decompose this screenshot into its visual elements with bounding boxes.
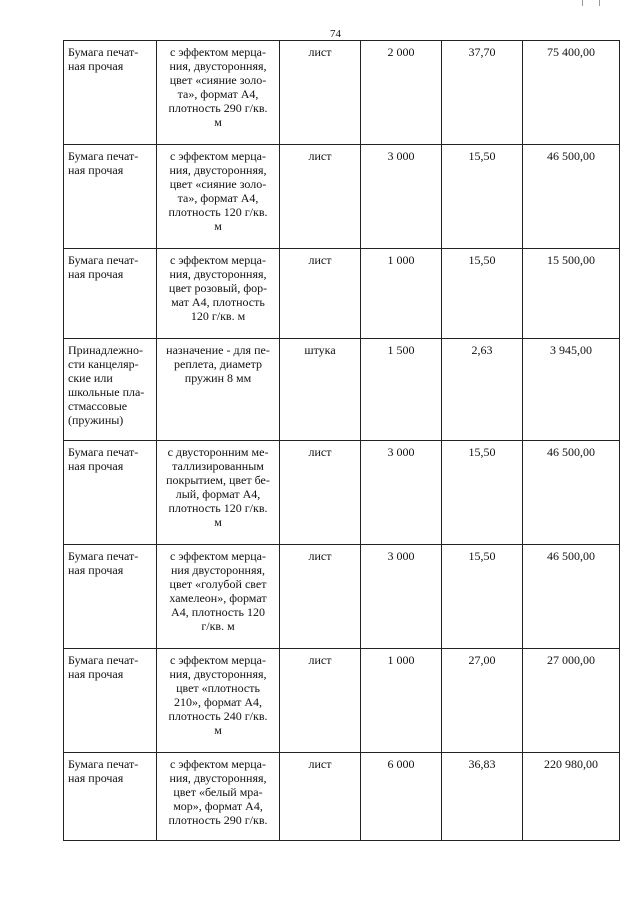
item-price: 15,50 [468, 149, 496, 163]
item-description-cell [157, 145, 280, 249]
item-total-cell [523, 649, 620, 753]
item-unit: лист [308, 253, 332, 267]
item-quantity-cell [361, 441, 442, 545]
item-price: 2,63 [471, 343, 493, 357]
item-quantity: 3 000 [387, 549, 415, 563]
item-total: 75 400,00 [547, 45, 595, 59]
item-name-cell [64, 41, 157, 145]
item-price: 36,83 [468, 757, 496, 771]
item-description: с эффектом мерца- ния двусторонняя, цвет «голубой свет хамелеон», формат А4, плотность 120 г/кв. м [169, 549, 267, 633]
item-unit-cell [280, 249, 361, 339]
item-description-cell [157, 753, 280, 841]
item-name-cell [64, 545, 157, 649]
item-quantity: 1 000 [387, 653, 415, 667]
item-price-cell [442, 41, 523, 145]
item-total-cell [523, 753, 620, 841]
item-price: 27,00 [468, 653, 496, 667]
item-price: 15,50 [468, 445, 496, 459]
item-name-cell [64, 753, 157, 841]
item-total: 220 980,00 [544, 757, 598, 771]
item-total: 3 945,00 [550, 343, 592, 357]
item-total-cell [523, 545, 620, 649]
item-name: Принадлежно- сти канцеляр- ские или школьные пла- стмассовые (пружины) [68, 343, 145, 427]
item-description: с эффектом мерца- ния, двусторонняя, цвет «сияние золо- та», формат А4, плотность 290 г/кв. м [168, 45, 268, 129]
item-description: назначение - для пе- реплета, диаметр пружин 8 мм [166, 343, 270, 385]
item-name: Бумага печат- ная прочая [68, 549, 139, 577]
item-unit: лист [308, 549, 332, 563]
item-quantity: 2 000 [387, 45, 415, 59]
item-unit: лист [308, 757, 332, 771]
item-name-cell [64, 339, 157, 441]
table-row [64, 545, 620, 649]
item-quantity-cell [361, 753, 442, 841]
table-row [64, 441, 620, 545]
item-name-cell [64, 649, 157, 753]
item-description: с эффектом мерца- ния, двусторонняя, цвет розовый, фор- мат А4, плотность 120 г/кв. м [168, 253, 268, 323]
item-unit-cell [280, 41, 361, 145]
item-total: 15 500,00 [547, 253, 595, 267]
item-price-cell [442, 249, 523, 339]
item-total-cell [523, 41, 620, 145]
item-quantity: 6 000 [387, 757, 415, 771]
item-unit-cell [280, 649, 361, 753]
item-unit-cell [280, 145, 361, 249]
item-name-cell [64, 441, 157, 545]
item-description-cell [157, 441, 280, 545]
item-price: 15,50 [468, 549, 496, 563]
item-unit: лист [308, 45, 332, 59]
page-number: 74 [330, 28, 341, 40]
item-name: Бумага печат- ная прочая [68, 253, 139, 281]
item-name: Бумага печат- ная прочая [68, 757, 139, 785]
table-row [64, 753, 620, 841]
item-price: 37,70 [468, 45, 496, 59]
item-name: Бумага печат- ная прочая [68, 445, 139, 473]
item-total: 46 500,00 [547, 149, 595, 163]
item-unit-cell [280, 545, 361, 649]
table-row [64, 649, 620, 753]
item-name: Бумага печат- ная прочая [68, 149, 139, 177]
scan-corner-mark [582, 0, 600, 6]
item-total-cell [523, 249, 620, 339]
item-quantity-cell [361, 145, 442, 249]
item-unit-cell [280, 339, 361, 441]
item-price-cell [442, 145, 523, 249]
item-quantity-cell [361, 249, 442, 339]
item-description: с эффектом мерца- ния, двусторонняя, цвет «сияние золо- та», формат А4, плотность 120 г/кв. м [168, 149, 268, 233]
table-row [64, 249, 620, 339]
item-quantity-cell [361, 649, 442, 753]
item-total-cell [523, 339, 620, 441]
item-quantity-cell [361, 41, 442, 145]
item-price: 15,50 [468, 253, 496, 267]
item-description-cell [157, 649, 280, 753]
item-unit-cell [280, 441, 361, 545]
item-description: с эффектом мерца- ния, двусторонняя, цвет «белый мра- мор», формат А4, плотность 290 г/кв. [168, 757, 268, 827]
item-quantity-cell [361, 339, 442, 441]
item-description: с эффектом мерца- ния, двусторонняя, цвет «плотность 210», формат А4, плотность 240 г/кв. м [168, 653, 268, 737]
goods-table [63, 40, 620, 841]
item-total: 46 500,00 [547, 549, 595, 563]
item-price-cell [442, 753, 523, 841]
item-unit: лист [308, 149, 332, 163]
item-price-cell [442, 649, 523, 753]
item-quantity: 1 500 [387, 343, 415, 357]
item-total-cell [523, 145, 620, 249]
item-name-cell [64, 249, 157, 339]
item-unit: лист [308, 445, 332, 459]
item-price-cell [442, 545, 523, 649]
table-row [64, 145, 620, 249]
table-row [64, 339, 620, 441]
item-total-cell [523, 441, 620, 545]
item-description-cell [157, 249, 280, 339]
table-row [64, 41, 620, 145]
item-quantity: 3 000 [387, 149, 415, 163]
item-quantity: 1 000 [387, 253, 415, 267]
item-name-cell [64, 145, 157, 249]
item-quantity: 3 000 [387, 445, 415, 459]
item-total: 46 500,00 [547, 445, 595, 459]
item-unit: лист [308, 653, 332, 667]
item-unit: штука [304, 343, 336, 357]
item-description-cell [157, 545, 280, 649]
item-price-cell [442, 441, 523, 545]
item-quantity-cell [361, 545, 442, 649]
item-description-cell [157, 41, 280, 145]
item-description: с двусторонним ме- таллизированным покрытием, цвет бе- лый, формат А4, плотность 120 г/кв. м [166, 445, 270, 529]
item-description-cell [157, 339, 280, 441]
item-name: Бумага печат- ная прочая [68, 653, 139, 681]
item-total: 27 000,00 [547, 653, 595, 667]
item-price-cell [442, 339, 523, 441]
item-name: Бумага печат- ная прочая [68, 45, 139, 73]
item-unit-cell [280, 753, 361, 841]
